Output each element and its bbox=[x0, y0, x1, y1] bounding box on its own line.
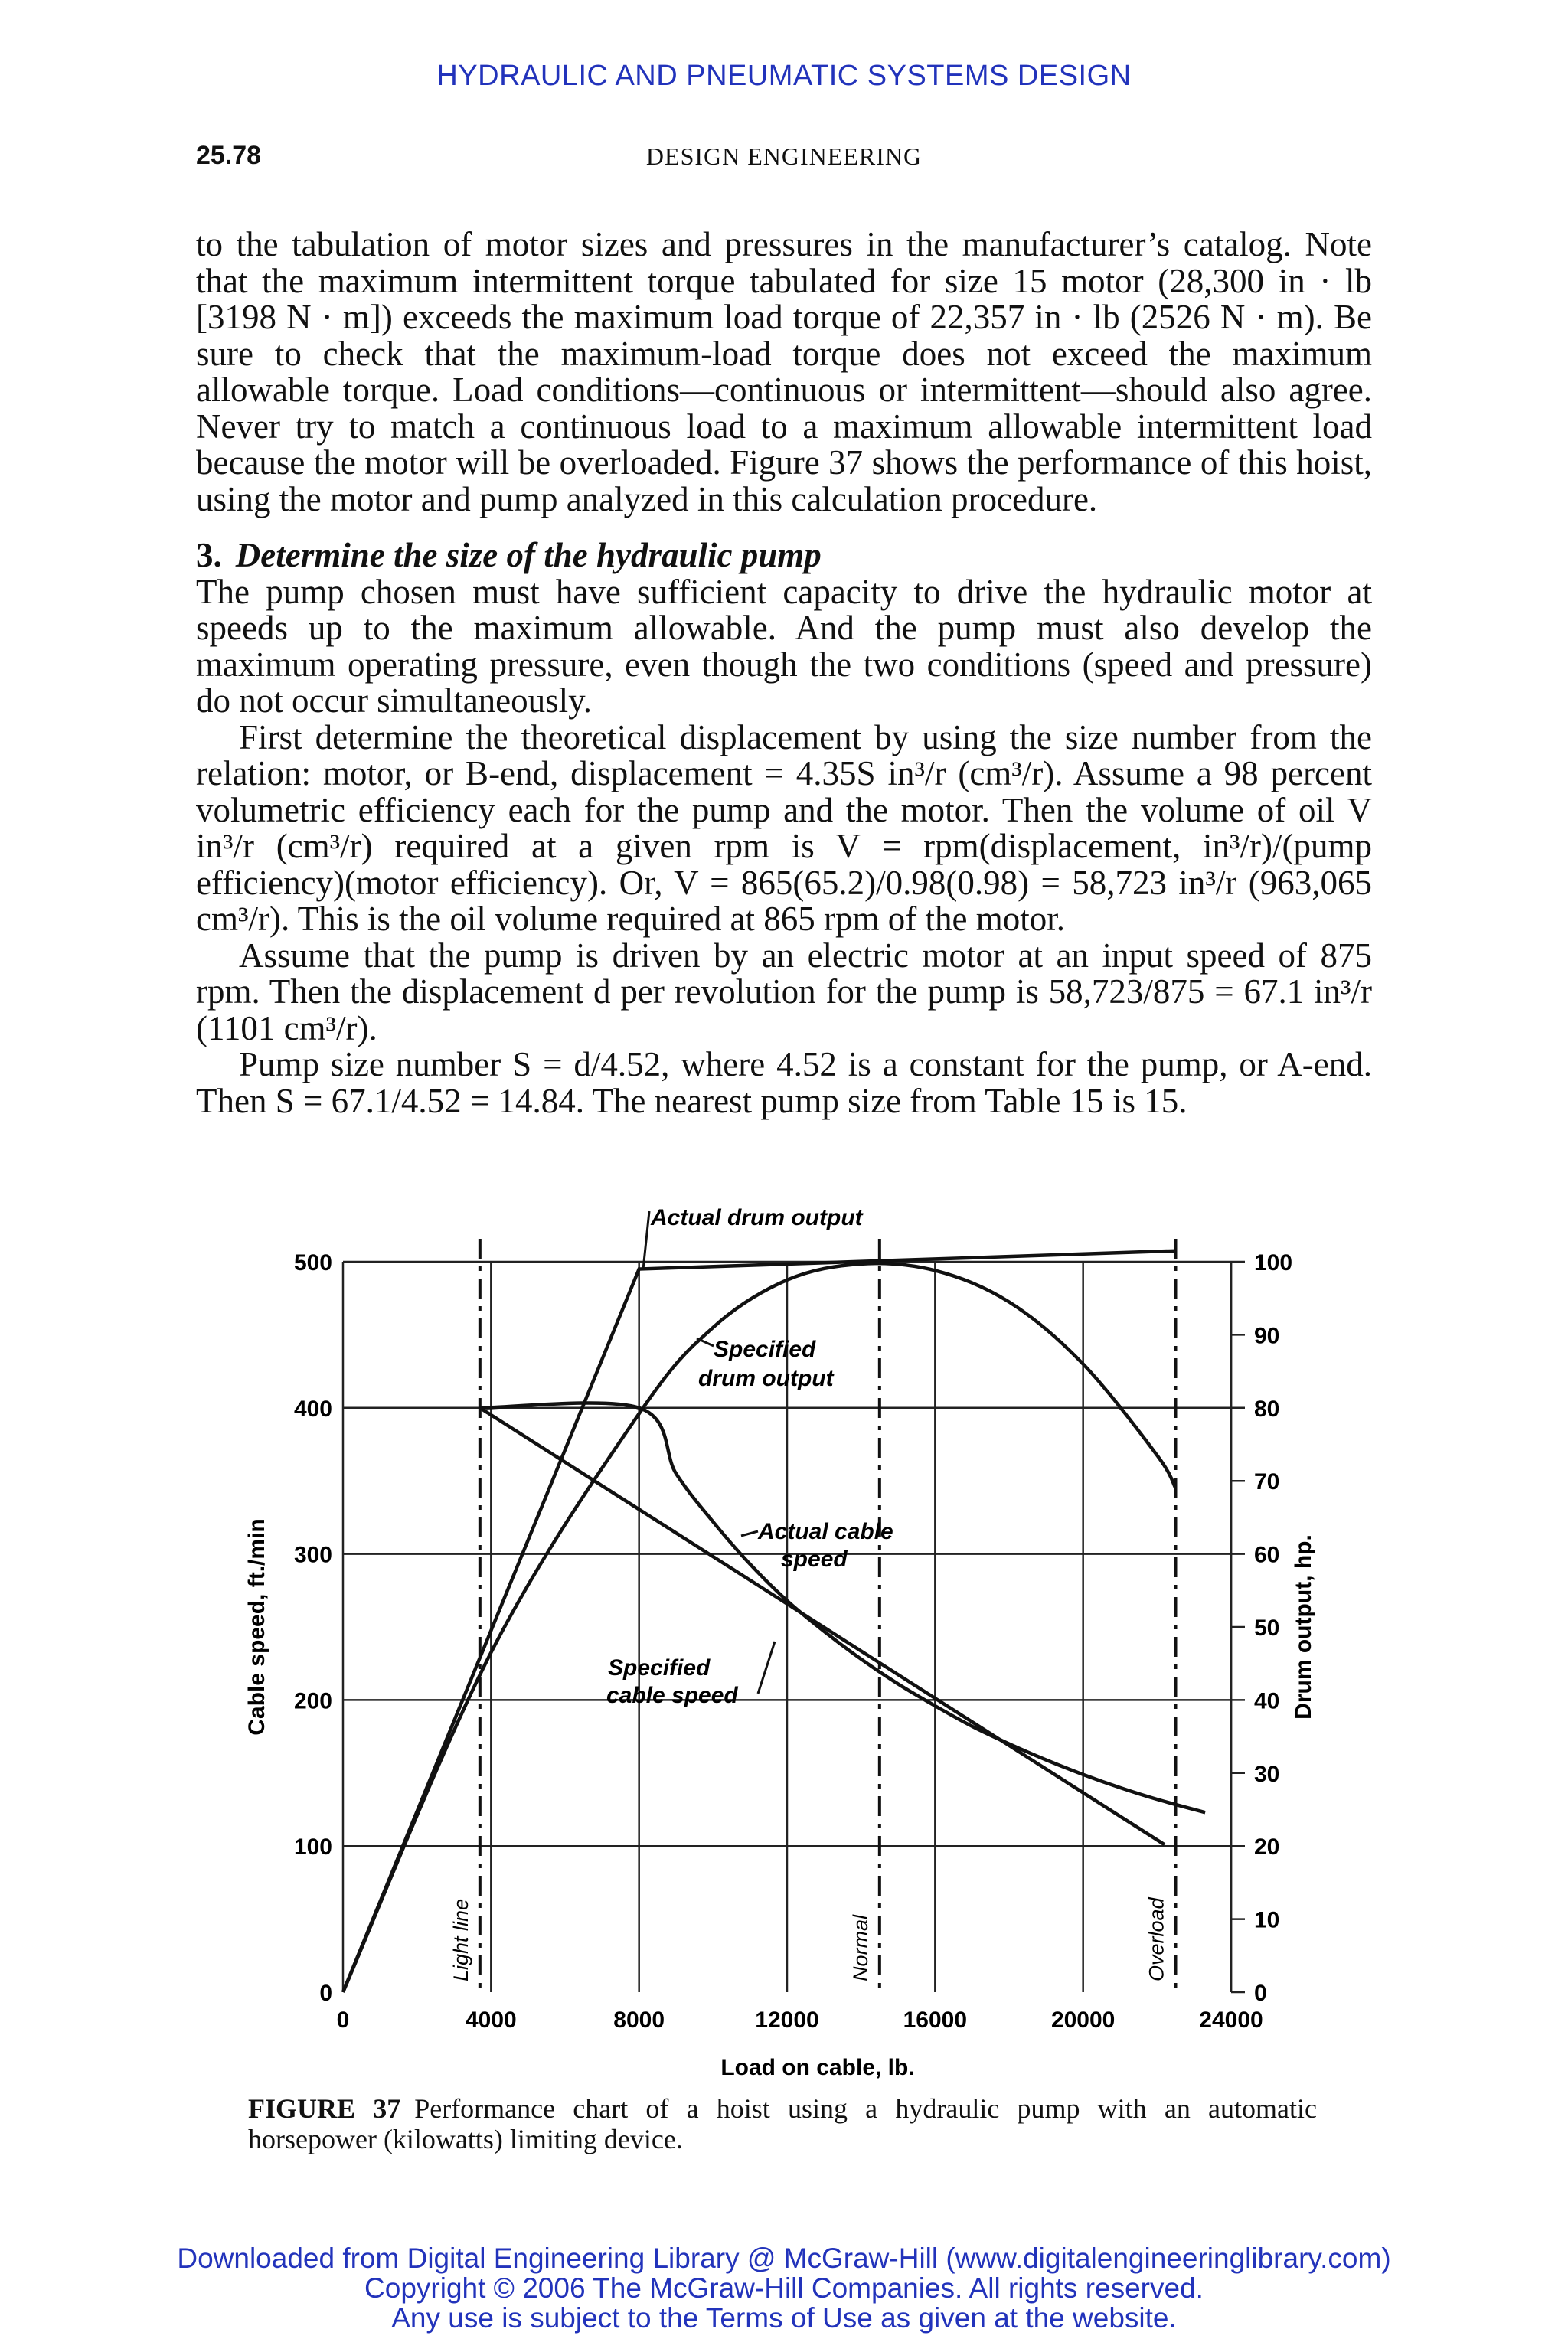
y2-tick-label: 0 bbox=[1254, 1981, 1267, 2006]
y-tick-label: 0 bbox=[319, 1981, 332, 2006]
body-text bbox=[196, 227, 1372, 1119]
figure-caption bbox=[248, 2093, 1317, 2154]
x-tick-label: 24000 bbox=[1199, 2007, 1263, 2033]
y2-tick-label: 20 bbox=[1254, 1834, 1280, 1860]
figure-label: FIGURE 37 bbox=[248, 2093, 401, 2124]
paragraph-5: Pump size number S = d/4.52, where 4.52 is a constant for the pump, or A-end. Then S = 67.1/4.52 = 14.84. The nearest pump size from Table 15 is 15. bbox=[196, 1045, 1372, 1120]
paragraph-3: First determine the theoretical displacement by using the size number from the relation: motor, or B-end, displacement = 4.35S in³/r (cm³/r). Assume a 98 percent volumetric efficiency each for the pump and the motor. Then the volume of oil V in³/r (cm³/r) required at a given rpm is V = rpm(displacement, in³/r)/(pump efficiency)(motor efficiency). Or, V = 865(65.2)/0.98(0.98) = 58,723 in³/r (963,065 cm³/r). This is the oil volume required at 865 rpm of the motor. bbox=[196, 717, 1372, 938]
y-tick-label: 400 bbox=[293, 1396, 332, 1422]
leader-specified-cable-speed bbox=[758, 1642, 775, 1694]
paragraph-2: The pump chosen must have sufficient capacity to drive the hydraulic motor at speeds up to the maximum allowable. And the pump must also develop the maximum operating pressure, even though the two conditions (speed and pressure) do not occur simultaneously. bbox=[196, 572, 1372, 720]
x-tick-label: 0 bbox=[336, 2007, 350, 2033]
annotation-actual-cable-speed-1: Actual cable bbox=[758, 1519, 893, 1544]
performance-chart bbox=[230, 1194, 1332, 2098]
section-title: DESIGN ENGINEERING bbox=[645, 142, 923, 170]
y2-tick-label: 80 bbox=[1254, 1396, 1280, 1422]
y2-tick-label: 30 bbox=[1254, 1761, 1280, 1787]
step-title: Determine the size of the hydraulic pump bbox=[235, 536, 822, 574]
y-tick-label: 300 bbox=[293, 1542, 332, 1568]
paragraph-4: Assume that the pump is driven by an electric motor at an input speed of 875 rpm. Then the displacement d per revolution for the pump is 58,723/875 = 67.1 in³/r (1101 cm³/r). bbox=[196, 936, 1372, 1047]
y2-tick-label: 50 bbox=[1254, 1615, 1280, 1641]
condition-label: Overload bbox=[1145, 1897, 1168, 1981]
annotation-specified-drum-output-1: Specified bbox=[714, 1337, 816, 1362]
download-notice bbox=[0, 2243, 1568, 2333]
annotation-specified-drum-output-2: drum output bbox=[698, 1366, 834, 1391]
leader-actual-drum-output bbox=[643, 1211, 649, 1269]
y-tick-label: 500 bbox=[293, 1250, 332, 1276]
figure-37 bbox=[230, 1194, 1332, 2098]
y2-axis-title: Drum output, hp. bbox=[1291, 1534, 1316, 1720]
x-tick-label: 20000 bbox=[1050, 2007, 1116, 2033]
x-tick-label: 8000 bbox=[613, 2007, 665, 2033]
y-axis-title: Cable speed, ft./min bbox=[244, 1518, 270, 1736]
y-tick-label: 200 bbox=[293, 1688, 332, 1714]
x-tick-label: 16000 bbox=[903, 2007, 968, 2033]
condition-label: Normal bbox=[848, 1914, 872, 1981]
y2-tick-label: 40 bbox=[1254, 1688, 1280, 1714]
page-number: 25.78 bbox=[196, 141, 262, 170]
caption-text: Performance chart of a hoist using a hydraulic pump with an automatic horsepower (kilowatts) limiting device. bbox=[248, 2093, 1317, 2154]
condition-label: Light line bbox=[449, 1898, 472, 1981]
annotation-specified-cable-speed-2: cable speed bbox=[606, 1683, 738, 1708]
y2-tick-label: 90 bbox=[1254, 1323, 1280, 1349]
x-tick-label: 12000 bbox=[755, 2007, 819, 2033]
step-number: 3. bbox=[196, 536, 222, 574]
specified-cable-speed-line bbox=[480, 1408, 1165, 1844]
paragraph-1: to the tabulation of motor sizes and pressures in the manufacturer’s catalog. Note that the maximum intermittent torque tabulated for size 15 motor (28,300 in · lb [3198 N · m]) exceeds the maximum load torque of 22,357 in · lb (2526 N · m). Be sure to check that the maximum-load torque does not exceed the maximum allowable torque. Load conditions—continuous or intermittent—should also agree. Never try to match a continuous load to a maximum allowable intermittent load because the motor will be overloaded. Figure 37 shows the performance of this hoist, using the motor and pump analyzed in this calculation procedure. bbox=[196, 225, 1372, 518]
footer-line-2: Copyright © 2006 The McGraw-Hill Companies. All rights reserved. bbox=[364, 2272, 1204, 2304]
running-title: HYDRAULIC AND PNEUMATIC SYSTEMS DESIGN bbox=[436, 60, 1132, 92]
y2-tick-label: 60 bbox=[1254, 1542, 1280, 1568]
step-heading bbox=[196, 537, 1372, 574]
footer-line-3: Any use is subject to the Terms of Use as given at the website. bbox=[391, 2302, 1177, 2334]
y-tick-label: 100 bbox=[293, 1834, 332, 1860]
footer-line-1: Downloaded from Digital Engineering Library @ McGraw-Hill (www.digitalengineeringlibrary.com) bbox=[177, 2243, 1391, 2274]
annotation-actual-drum-output: Actual drum output bbox=[651, 1205, 863, 1230]
actual-cable-speed-line bbox=[480, 1403, 1205, 1812]
annotation-actual-cable-speed-2: speed bbox=[781, 1547, 848, 1572]
annotation-specified-cable-speed-1: Specified bbox=[608, 1655, 710, 1681]
y2-tick-label: 70 bbox=[1254, 1469, 1280, 1495]
leader-actual-cable-speed bbox=[741, 1531, 758, 1536]
y2-tick-label: 10 bbox=[1254, 1907, 1280, 1933]
y2-tick-label: 100 bbox=[1254, 1250, 1293, 1276]
x-tick-label: 4000 bbox=[465, 2007, 517, 2033]
x-axis-title: Load on cable, lb. bbox=[720, 2055, 915, 2080]
